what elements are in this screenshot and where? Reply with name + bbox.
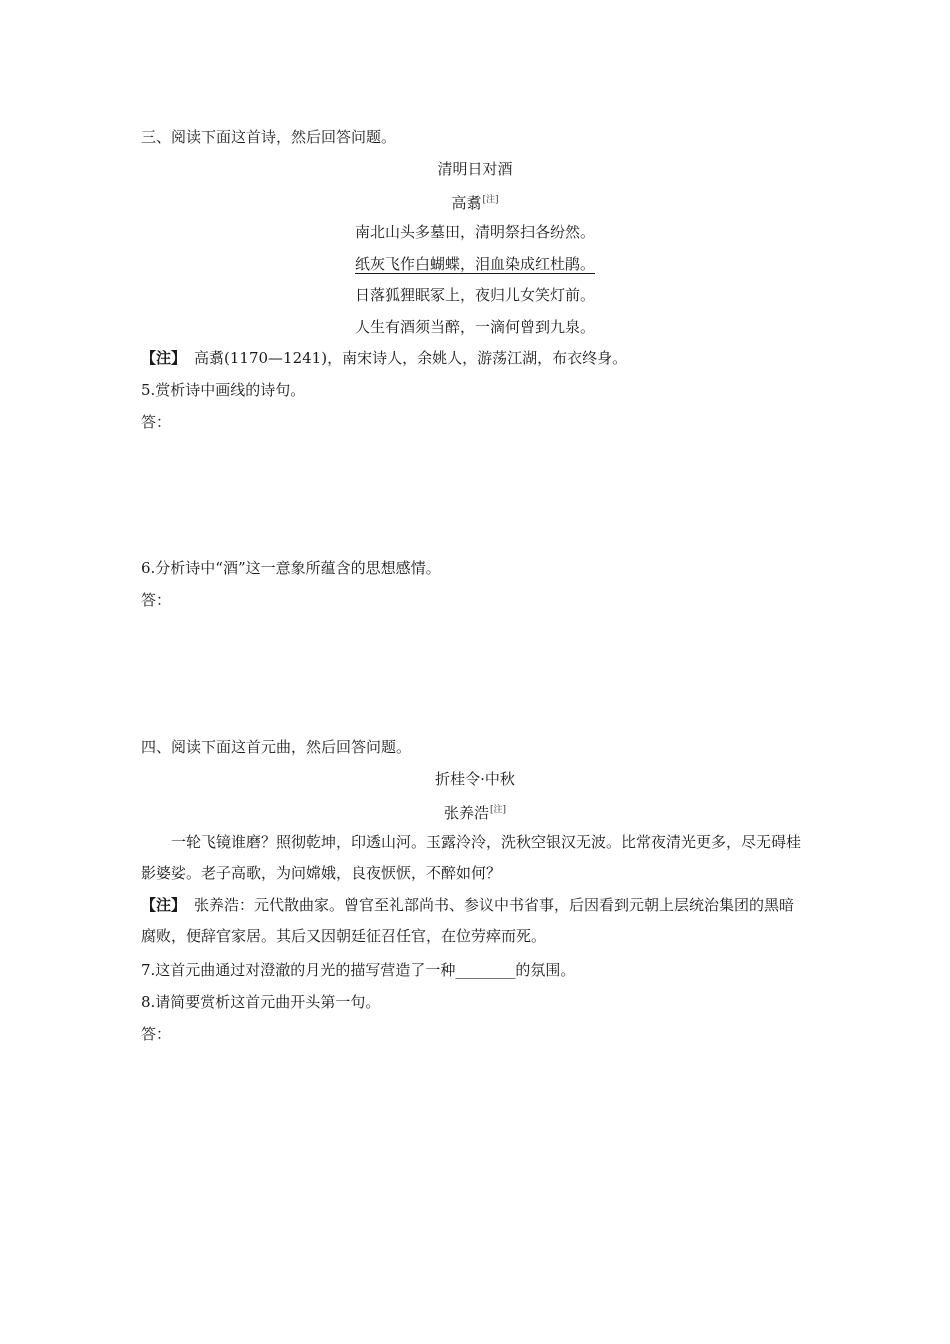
section-4-heading: 四、阅读下面这首元曲，然后回答问题。: [141, 738, 412, 756]
poem-line-4: 人生有酒须当醉，一滴何曾到九泉。: [354, 318, 595, 336]
question-6: 6.分析诗中“酒”这一意象所蕴含的思想感情。: [141, 559, 441, 577]
qu-note-text: 张养浩：元代散曲家。曾官至礼部尚书、参议中书省事，后因看到元朝上层统治集团的黑暗腐败，便辞官家居。其后又因朝廷征召任官，在位劳瘁而死。: [141, 896, 795, 945]
poem-note: [141, 348, 627, 368]
note-text: 高翥(1170—1241)，南宋诗人，余姚人，游荡江湖，布衣终身。: [194, 349, 628, 367]
section-3-heading: 三、阅读下面这首诗，然后回答问题。: [141, 128, 397, 146]
qu-author-note-mark: [注]: [489, 805, 507, 815]
question-5: 5.赏析诗中画线的诗句。: [141, 381, 306, 399]
note-label: 【注】: [141, 349, 187, 367]
answer-label-5: 答：: [141, 413, 172, 431]
qu-note: [141, 890, 809, 952]
qu-title: 折桂令·中秋: [435, 770, 515, 788]
poem-author: [141, 190, 809, 213]
question-8: 8.请简要赏析这首元曲开头第一句。: [141, 993, 381, 1011]
answer-label-8: 答：: [141, 1025, 172, 1043]
qu-author-name: 张养浩: [443, 804, 489, 822]
poem-line-3: 日落狐狸眠冢上，夜归儿女笑灯前。: [354, 286, 595, 304]
author-note-mark: [注]: [482, 195, 499, 205]
answer-label-6: 答：: [141, 591, 172, 609]
underlined-verse: 纸灰飞作白蝴蝶，泪血染成红杜鹃。: [354, 255, 595, 273]
qu-note-label: 【注】: [141, 896, 187, 914]
qu-body: 一轮飞镜谁磨？照彻乾坤，印透山河。玉露泠泠，洗秋空银汉无波。比常夜清光更多，尽无碍桂影婆娑。老子高歌，为问嫦娥，良夜恹恹，不醉如何？: [141, 833, 802, 882]
poem-title: 清明日对酒: [437, 160, 513, 178]
question-7: 7.这首元曲通过对澄澈的月光的描写营造了一种________的氛围。: [141, 961, 576, 979]
poem-author-name: 高翥: [451, 194, 482, 212]
poem-line-1: 南北山头多墓田，清明祭扫各纷然。: [354, 223, 595, 241]
qu-author: [141, 800, 809, 823]
poem-line-2-underlined: [141, 254, 809, 274]
